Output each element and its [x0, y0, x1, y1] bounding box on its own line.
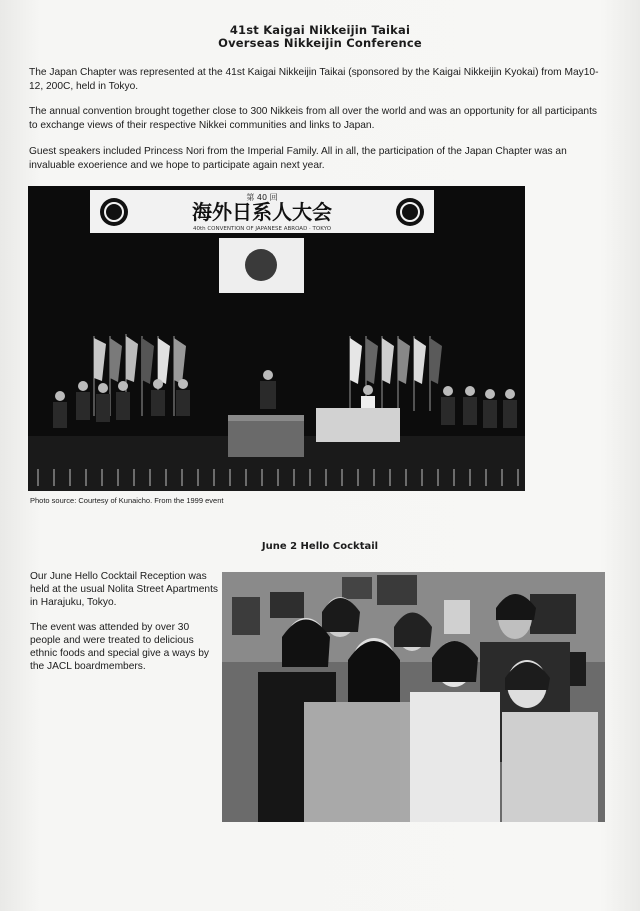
article-title-line1: 41st Kaigai Nikkeijin Taikai [229, 23, 411, 37]
convention-stage-illustration [28, 186, 525, 491]
cocktail-paragraph-1: Our June Hello Cocktail Reception was held at the usual Nolita Street Apartments in Harajuku, Tokyo. [30, 571, 219, 608]
banner-small-text: 第 40 回 [246, 193, 278, 202]
banner-main-text: 海外日系人大会 [192, 200, 332, 224]
cocktail-title: June 2 Hello Cocktail [261, 541, 379, 552]
head-table [316, 408, 400, 442]
photo-caption: Photo source: Courtesy of Kunaicho. From the 1999 event [30, 496, 224, 505]
article-title [0, 24, 640, 50]
convention-photo [28, 186, 525, 491]
article-paragraph-2: The annual convention brought together close to 300 Nikkeis from all over the world and was an opportunity for all participants to exchange views of their respective Nikkei communities and links to Japan. [29, 106, 597, 131]
banner-sub-text: 40th CONVENTION OF JAPANESE ABROAD · TOKYO [192, 226, 332, 232]
group-photo-illustration [222, 572, 605, 822]
article-paragraph-3: Guest speakers included Princess Nori from the Imperial Family. All in all, the participation of the Japan Chapter was an invaluable exoerience and we hope to participate again next year. [29, 146, 567, 171]
cocktail-group-photo [222, 572, 605, 822]
cocktail-paragraph-2: The event was attended by over 30 people and were treated to delicious ethnic foods and special give a ways by the JACL boardmembers. [30, 622, 209, 672]
podium [228, 415, 304, 457]
article-paragraph-1: The Japan Chapter was represented at the 41st Kaigai Nikkeijin Taikai (sponsored by the Kaigai Nikkeijin Kyokai) from May10-12, 200C, held in Tokyo. [29, 67, 599, 92]
article-title-line2: Overseas Nikkeijin Conference [218, 36, 422, 50]
